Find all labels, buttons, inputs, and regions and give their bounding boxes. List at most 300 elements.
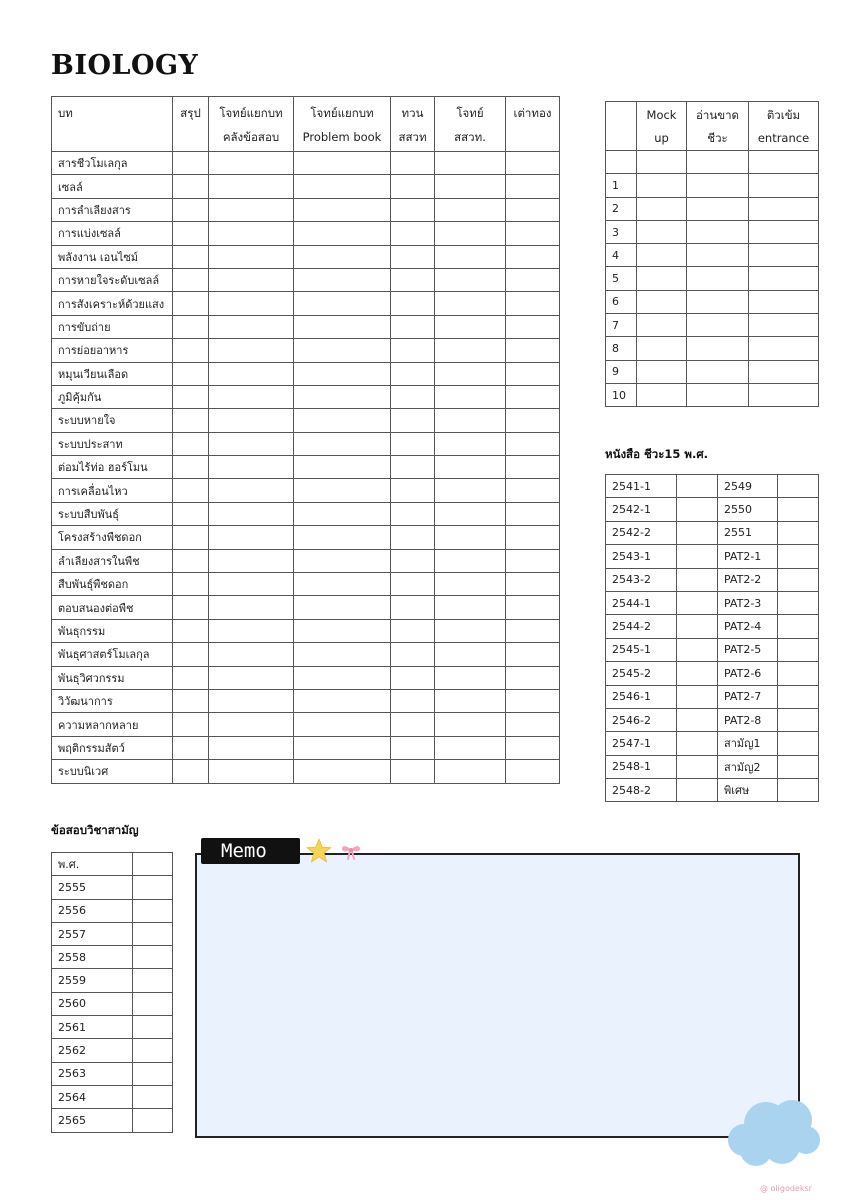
- check-cell[interactable]: [294, 268, 391, 291]
- check-cell[interactable]: [173, 315, 209, 338]
- check-cell[interactable]: [209, 713, 294, 736]
- check-cell[interactable]: [209, 152, 294, 175]
- check-cell[interactable]: [391, 268, 435, 291]
- check-cell[interactable]: [173, 175, 209, 198]
- check-cell[interactable]: [435, 736, 506, 759]
- check-cell[interactable]: [294, 689, 391, 712]
- chapter-name: ความหลากหลาย: [52, 713, 173, 736]
- check-cell[interactable]: [506, 385, 560, 408]
- check-cell[interactable]: [294, 573, 391, 596]
- chapter-name: ภูมิคุ้มกัน: [52, 385, 173, 408]
- chapter-name: หมุนเวียนเลือด: [52, 362, 173, 385]
- check-cell[interactable]: [687, 314, 749, 337]
- check-cell[interactable]: [133, 1016, 173, 1039]
- check-cell[interactable]: [506, 315, 560, 338]
- check-cell[interactable]: [391, 526, 435, 549]
- check-cell[interactable]: [749, 290, 819, 313]
- check-cell[interactable]: [506, 713, 560, 736]
- check-cell[interactable]: [294, 385, 391, 408]
- check-cell[interactable]: [209, 643, 294, 666]
- check-cell[interactable]: [506, 502, 560, 525]
- check-cell[interactable]: [506, 666, 560, 689]
- check-cell[interactable]: [435, 292, 506, 315]
- check-cell[interactable]: [209, 689, 294, 712]
- check-cell[interactable]: [749, 360, 819, 383]
- check-cell[interactable]: [749, 337, 819, 360]
- check-cell[interactable]: [294, 362, 391, 385]
- exam-year-label: 2564: [52, 1085, 133, 1108]
- table-row: [52, 573, 560, 596]
- check-cell[interactable]: [391, 573, 435, 596]
- check-cell[interactable]: [435, 573, 506, 596]
- check-cell[interactable]: [173, 736, 209, 759]
- check-cell[interactable]: [209, 385, 294, 408]
- check-cell[interactable]: [637, 383, 687, 406]
- check-cell[interactable]: [209, 596, 294, 619]
- check-cell[interactable]: [677, 755, 718, 778]
- check-cell[interactable]: [173, 222, 209, 245]
- check-cell[interactable]: [294, 760, 391, 783]
- check-cell[interactable]: [209, 432, 294, 455]
- check-cell[interactable]: [294, 198, 391, 221]
- column-header-line1: โจทย์แยกบท: [310, 106, 374, 120]
- check-cell[interactable]: [209, 245, 294, 268]
- check-cell[interactable]: [133, 1085, 173, 1108]
- check-cell[interactable]: [391, 315, 435, 338]
- check-cell[interactable]: [778, 685, 819, 708]
- check-cell[interactable]: [506, 619, 560, 642]
- book-year-label: 2541-1: [606, 475, 677, 498]
- table-row: [606, 244, 819, 267]
- check-cell[interactable]: [133, 922, 173, 945]
- check-cell[interactable]: [209, 198, 294, 221]
- check-cell[interactable]: [778, 708, 819, 731]
- check-cell[interactable]: [506, 596, 560, 619]
- check-cell[interactable]: [173, 666, 209, 689]
- check-cell[interactable]: [391, 713, 435, 736]
- table-row: [52, 268, 560, 291]
- check-cell[interactable]: [391, 175, 435, 198]
- check-cell[interactable]: [435, 432, 506, 455]
- check-cell[interactable]: [637, 267, 687, 290]
- exam-year-label: พ.ศ.: [52, 853, 133, 876]
- column-header: [209, 97, 294, 152]
- check-cell[interactable]: [637, 360, 687, 383]
- check-cell[interactable]: [391, 479, 435, 502]
- check-cell[interactable]: [173, 713, 209, 736]
- table-row: [606, 314, 819, 337]
- check-cell[interactable]: [677, 521, 718, 544]
- book-year-label: 2545-1: [606, 638, 677, 661]
- check-cell[interactable]: [435, 409, 506, 432]
- check-cell[interactable]: [173, 362, 209, 385]
- check-cell[interactable]: [173, 619, 209, 642]
- table-row: [52, 315, 560, 338]
- check-cell[interactable]: [677, 591, 718, 614]
- check-cell[interactable]: [435, 339, 506, 362]
- check-cell[interactable]: [637, 197, 687, 220]
- check-cell[interactable]: [506, 292, 560, 315]
- check-cell[interactable]: [506, 339, 560, 362]
- check-cell[interactable]: [294, 175, 391, 198]
- check-cell[interactable]: [173, 409, 209, 432]
- column-header-line2: Problem book: [302, 130, 382, 144]
- check-cell[interactable]: [435, 175, 506, 198]
- check-cell[interactable]: [173, 526, 209, 549]
- table-row: [606, 267, 819, 290]
- check-cell[interactable]: [294, 222, 391, 245]
- check-cell[interactable]: [749, 220, 819, 243]
- table-row: [606, 708, 819, 731]
- table-row: [606, 755, 819, 778]
- table-row: [52, 666, 560, 689]
- check-cell[interactable]: [133, 899, 173, 922]
- check-cell[interactable]: [294, 479, 391, 502]
- row-number: [606, 151, 637, 174]
- book-year-label: PAT2-2: [718, 568, 778, 591]
- check-cell[interactable]: [294, 432, 391, 455]
- check-cell[interactable]: [209, 526, 294, 549]
- check-cell[interactable]: [749, 267, 819, 290]
- chapter-name: ระบบสืบพันธุ์: [52, 502, 173, 525]
- check-cell[interactable]: [133, 1039, 173, 1062]
- check-cell[interactable]: [173, 385, 209, 408]
- check-cell[interactable]: [435, 689, 506, 712]
- check-cell[interactable]: [209, 736, 294, 759]
- table-row: [52, 362, 560, 385]
- check-cell[interactable]: [677, 475, 718, 498]
- check-cell[interactable]: [687, 197, 749, 220]
- check-cell[interactable]: [677, 638, 718, 661]
- memo-area[interactable]: [195, 853, 800, 1138]
- check-cell[interactable]: [294, 713, 391, 736]
- check-cell[interactable]: [294, 292, 391, 315]
- chapter-name: การขับถ่าย: [52, 315, 173, 338]
- check-cell[interactable]: [778, 475, 819, 498]
- check-cell[interactable]: [778, 638, 819, 661]
- check-cell[interactable]: [294, 245, 391, 268]
- check-cell[interactable]: [391, 689, 435, 712]
- check-cell[interactable]: [687, 337, 749, 360]
- check-cell[interactable]: [173, 760, 209, 783]
- check-cell[interactable]: [687, 360, 749, 383]
- check-cell[interactable]: [778, 521, 819, 544]
- table-row: [52, 409, 560, 432]
- check-cell[interactable]: [778, 755, 819, 778]
- table-row: [52, 1085, 173, 1108]
- check-cell[interactable]: [294, 339, 391, 362]
- check-cell[interactable]: [637, 314, 687, 337]
- check-cell[interactable]: [677, 615, 718, 638]
- check-cell[interactable]: [133, 1062, 173, 1085]
- check-cell[interactable]: [637, 174, 687, 197]
- check-cell[interactable]: [391, 760, 435, 783]
- check-cell[interactable]: [687, 267, 749, 290]
- check-cell[interactable]: [687, 290, 749, 313]
- check-cell[interactable]: [133, 969, 173, 992]
- chapter-name: สารชีวโมเลกุล: [52, 152, 173, 175]
- check-cell[interactable]: [506, 245, 560, 268]
- check-cell[interactable]: [209, 292, 294, 315]
- check-cell[interactable]: [506, 689, 560, 712]
- check-cell[interactable]: [173, 456, 209, 479]
- check-cell[interactable]: [435, 315, 506, 338]
- check-cell[interactable]: [133, 1109, 173, 1132]
- check-cell[interactable]: [209, 409, 294, 432]
- check-cell[interactable]: [435, 502, 506, 525]
- table-row: [606, 174, 819, 197]
- check-cell[interactable]: [778, 591, 819, 614]
- check-cell[interactable]: [677, 732, 718, 755]
- check-cell[interactable]: [391, 409, 435, 432]
- check-cell[interactable]: [506, 573, 560, 596]
- check-cell[interactable]: [778, 545, 819, 568]
- column-header-line1: Mock: [646, 108, 677, 122]
- check-cell[interactable]: [209, 666, 294, 689]
- book-year-label: สามัญ1: [718, 732, 778, 755]
- check-cell[interactable]: [391, 245, 435, 268]
- check-cell[interactable]: [173, 596, 209, 619]
- check-cell[interactable]: [294, 736, 391, 759]
- check-cell[interactable]: [173, 268, 209, 291]
- check-cell[interactable]: [687, 383, 749, 406]
- check-cell[interactable]: [173, 643, 209, 666]
- check-cell[interactable]: [749, 244, 819, 267]
- check-cell[interactable]: [435, 152, 506, 175]
- check-cell[interactable]: [133, 853, 173, 876]
- check-cell[interactable]: [637, 290, 687, 313]
- check-cell[interactable]: [294, 502, 391, 525]
- check-cell[interactable]: [435, 198, 506, 221]
- check-cell[interactable]: [687, 151, 749, 174]
- chapter-name: วิวัฒนาการ: [52, 689, 173, 712]
- check-cell[interactable]: [778, 662, 819, 685]
- check-cell[interactable]: [209, 619, 294, 642]
- check-cell[interactable]: [209, 456, 294, 479]
- check-cell[interactable]: [506, 526, 560, 549]
- book-year-label: 2544-1: [606, 591, 677, 614]
- check-cell[interactable]: [209, 339, 294, 362]
- table-row: [606, 360, 819, 383]
- chapter-name: ระบบประสาท: [52, 432, 173, 455]
- check-cell[interactable]: [506, 175, 560, 198]
- chapter-name: พันธุศาสตร์โมเลกุล: [52, 643, 173, 666]
- check-cell[interactable]: [391, 362, 435, 385]
- check-cell[interactable]: [506, 456, 560, 479]
- chapter-name: การแบ่งเซลล์: [52, 222, 173, 245]
- check-cell[interactable]: [637, 337, 687, 360]
- table-row: [52, 502, 560, 525]
- check-cell[interactable]: [173, 689, 209, 712]
- book-year-label: PAT2-4: [718, 615, 778, 638]
- check-cell[interactable]: [506, 268, 560, 291]
- check-cell[interactable]: [687, 244, 749, 267]
- check-cell[interactable]: [637, 220, 687, 243]
- check-cell[interactable]: [173, 198, 209, 221]
- check-cell[interactable]: [435, 713, 506, 736]
- check-cell[interactable]: [506, 549, 560, 572]
- check-cell[interactable]: [391, 222, 435, 245]
- check-cell[interactable]: [435, 456, 506, 479]
- check-cell[interactable]: [687, 220, 749, 243]
- check-cell[interactable]: [677, 779, 718, 802]
- table-row: [606, 197, 819, 220]
- check-cell[interactable]: [209, 268, 294, 291]
- check-cell[interactable]: [506, 643, 560, 666]
- table-row: [52, 245, 560, 268]
- check-cell[interactable]: [506, 479, 560, 502]
- check-cell[interactable]: [391, 339, 435, 362]
- check-cell[interactable]: [435, 245, 506, 268]
- check-cell[interactable]: [294, 526, 391, 549]
- check-cell[interactable]: [391, 432, 435, 455]
- check-cell[interactable]: [506, 198, 560, 221]
- chapter-name: การสังเคราะห์ด้วยแสง: [52, 292, 173, 315]
- check-cell[interactable]: [391, 596, 435, 619]
- check-cell[interactable]: [435, 596, 506, 619]
- column-header-line2: สสวท.: [454, 130, 486, 144]
- table-row: [52, 198, 560, 221]
- check-cell[interactable]: [391, 502, 435, 525]
- column-header-line1: สรุป: [180, 106, 201, 120]
- check-cell[interactable]: [506, 760, 560, 783]
- check-cell[interactable]: [677, 568, 718, 591]
- check-cell[interactable]: [294, 456, 391, 479]
- check-cell[interactable]: [391, 292, 435, 315]
- check-cell[interactable]: [506, 222, 560, 245]
- chapter-name: โครงสร้างพืชดอก: [52, 526, 173, 549]
- check-cell[interactable]: [391, 643, 435, 666]
- check-cell[interactable]: [391, 619, 435, 642]
- row-number: 8: [606, 337, 637, 360]
- check-cell[interactable]: [749, 151, 819, 174]
- check-cell[interactable]: [209, 175, 294, 198]
- table-row: [52, 736, 560, 759]
- check-cell[interactable]: [435, 362, 506, 385]
- check-cell[interactable]: [209, 362, 294, 385]
- check-cell[interactable]: [637, 151, 687, 174]
- check-cell[interactable]: [435, 760, 506, 783]
- check-cell[interactable]: [209, 760, 294, 783]
- check-cell[interactable]: [294, 596, 391, 619]
- check-cell[interactable]: [391, 736, 435, 759]
- check-cell[interactable]: [778, 732, 819, 755]
- check-cell[interactable]: [435, 619, 506, 642]
- chapter-name: การลำเลียงสาร: [52, 198, 173, 221]
- check-cell[interactable]: [687, 174, 749, 197]
- check-cell[interactable]: [435, 666, 506, 689]
- check-cell[interactable]: [209, 573, 294, 596]
- column-header-line1: ติวเข้ม: [766, 108, 801, 122]
- table-row: [52, 1062, 173, 1085]
- check-cell[interactable]: [677, 685, 718, 708]
- chapter-name: พลังงาน เอนไซม์: [52, 245, 173, 268]
- check-cell[interactable]: [391, 385, 435, 408]
- check-cell[interactable]: [749, 174, 819, 197]
- exam-year-label: 2555: [52, 876, 133, 899]
- check-cell[interactable]: [435, 479, 506, 502]
- check-cell[interactable]: [749, 197, 819, 220]
- table-row: [606, 779, 819, 802]
- check-cell[interactable]: [435, 268, 506, 291]
- column-header: [173, 97, 209, 152]
- check-cell[interactable]: [133, 946, 173, 969]
- check-cell[interactable]: [778, 779, 819, 802]
- check-cell[interactable]: [506, 432, 560, 455]
- check-cell[interactable]: [294, 409, 391, 432]
- check-cell[interactable]: [778, 498, 819, 521]
- check-cell[interactable]: [637, 244, 687, 267]
- check-cell[interactable]: [173, 339, 209, 362]
- check-cell[interactable]: [209, 502, 294, 525]
- check-cell[interactable]: [749, 314, 819, 337]
- check-cell[interactable]: [391, 456, 435, 479]
- check-cell[interactable]: [506, 362, 560, 385]
- check-cell[interactable]: [506, 736, 560, 759]
- table-row: [606, 521, 819, 544]
- check-cell[interactable]: [173, 245, 209, 268]
- table-row: [52, 549, 560, 572]
- check-cell[interactable]: [506, 409, 560, 432]
- check-cell[interactable]: [778, 615, 819, 638]
- check-cell[interactable]: [677, 662, 718, 685]
- check-cell[interactable]: [294, 666, 391, 689]
- check-cell[interactable]: [173, 432, 209, 455]
- check-cell[interactable]: [677, 708, 718, 731]
- check-cell[interactable]: [173, 292, 209, 315]
- table-row: [52, 876, 173, 899]
- check-cell[interactable]: [294, 549, 391, 572]
- book-year-label: PAT2-7: [718, 685, 778, 708]
- check-cell[interactable]: [435, 385, 506, 408]
- check-cell[interactable]: [133, 992, 173, 1015]
- chapter-name: พฤติกรรมสัตว์: [52, 736, 173, 759]
- check-cell[interactable]: [294, 152, 391, 175]
- check-cell[interactable]: [209, 479, 294, 502]
- check-cell[interactable]: [173, 152, 209, 175]
- check-cell[interactable]: [677, 498, 718, 521]
- check-cell[interactable]: [173, 549, 209, 572]
- check-cell[interactable]: [391, 152, 435, 175]
- check-cell[interactable]: [294, 315, 391, 338]
- check-cell[interactable]: [506, 152, 560, 175]
- check-cell[interactable]: [391, 549, 435, 572]
- check-cell[interactable]: [133, 876, 173, 899]
- chapter-name: ระบบหายใจ: [52, 409, 173, 432]
- check-cell[interactable]: [778, 568, 819, 591]
- check-cell[interactable]: [435, 222, 506, 245]
- check-cell[interactable]: [294, 619, 391, 642]
- check-cell[interactable]: [294, 643, 391, 666]
- check-cell[interactable]: [391, 666, 435, 689]
- check-cell[interactable]: [173, 502, 209, 525]
- check-cell[interactable]: [391, 198, 435, 221]
- table-row: [606, 662, 819, 685]
- check-cell[interactable]: [435, 526, 506, 549]
- check-cell[interactable]: [209, 549, 294, 572]
- check-cell[interactable]: [749, 383, 819, 406]
- table-row: [606, 685, 819, 708]
- check-cell[interactable]: [677, 545, 718, 568]
- check-cell[interactable]: [435, 643, 506, 666]
- table-row: [606, 151, 819, 174]
- check-cell[interactable]: [209, 315, 294, 338]
- check-cell[interactable]: [435, 549, 506, 572]
- chapter-name: สืบพันธุ์พืชดอก: [52, 573, 173, 596]
- check-cell[interactable]: [173, 479, 209, 502]
- check-cell[interactable]: [209, 222, 294, 245]
- check-cell[interactable]: [173, 573, 209, 596]
